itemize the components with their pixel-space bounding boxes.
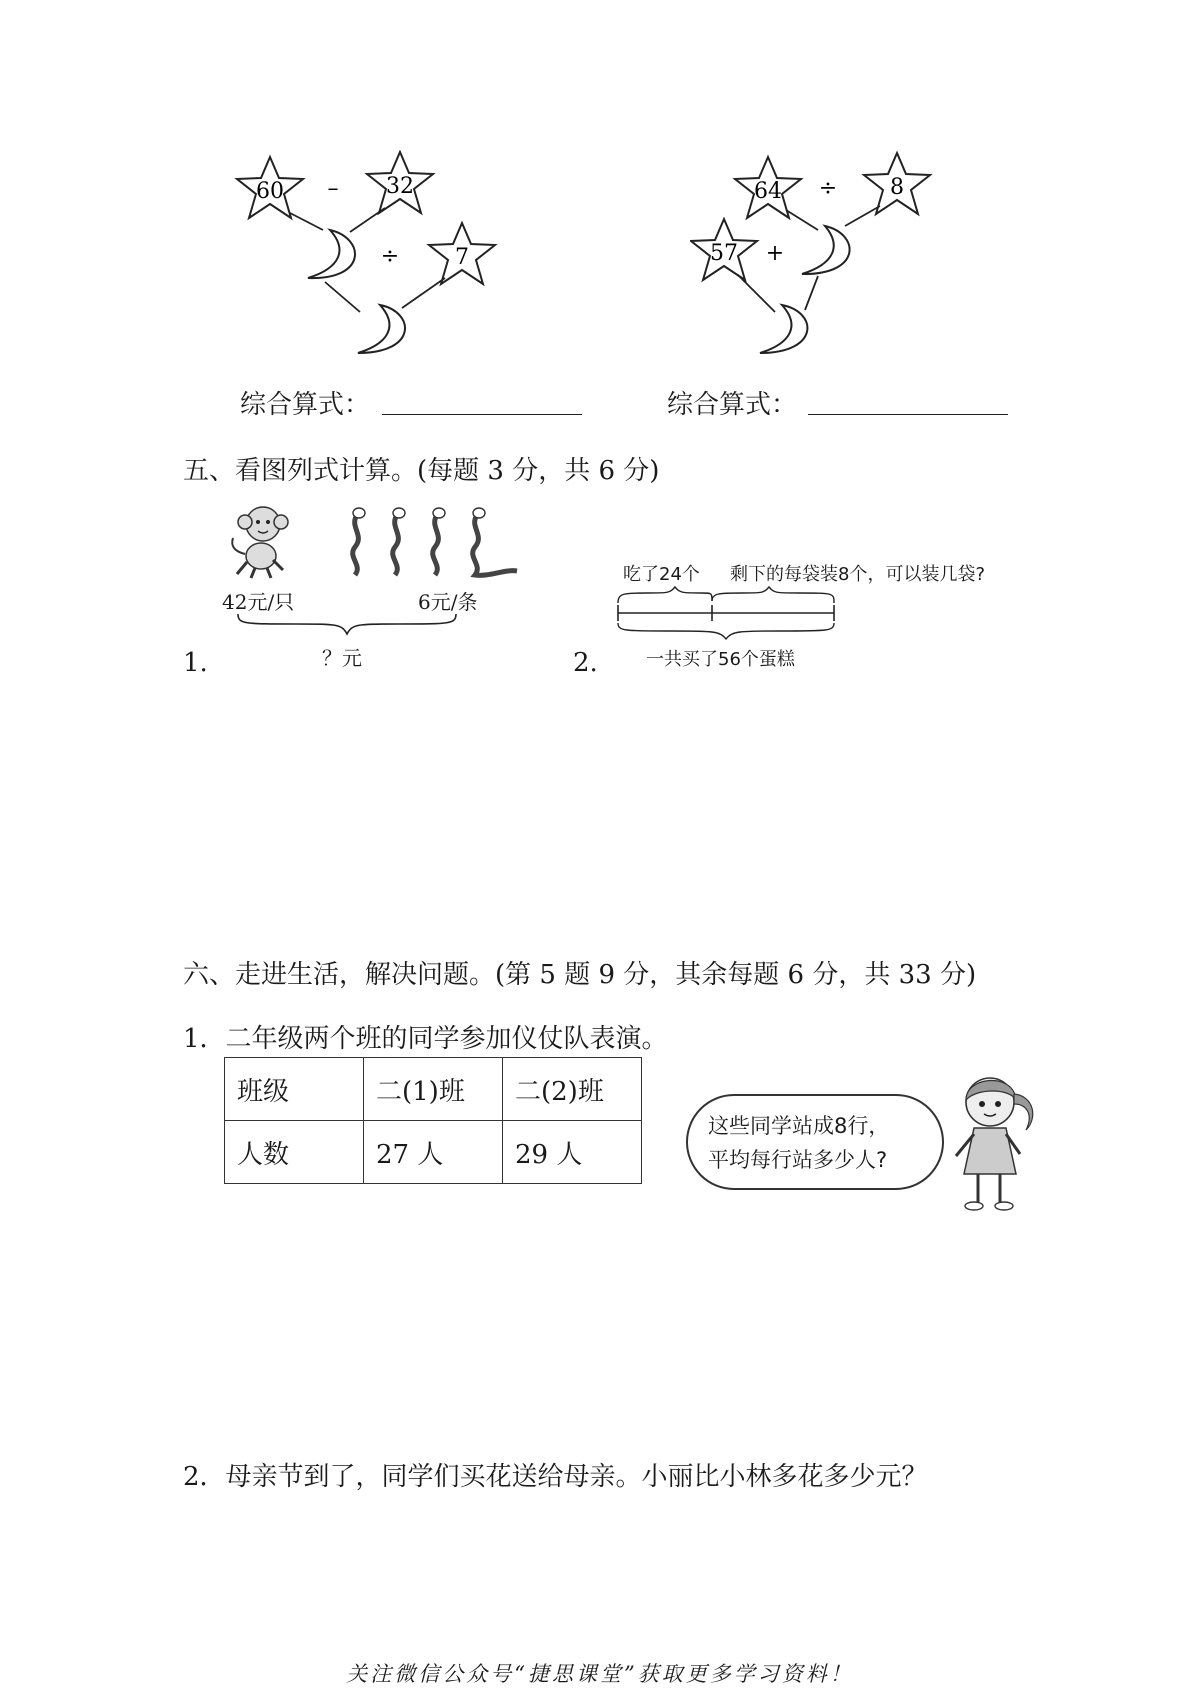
q2-number: 2. (573, 648, 598, 678)
question-2: 2．母亲节到了，同学们买花送给母亲。小丽比小林多花多少元？ (183, 1462, 928, 1492)
star-value: 57 (710, 241, 738, 266)
table-cell: 27 人 (364, 1121, 503, 1184)
class-table (224, 1057, 642, 1184)
formula-label-left: 综合算式： (240, 390, 371, 420)
star-value: 32 (386, 174, 414, 199)
right-calc-diagram (690, 150, 950, 360)
bubble-line: 这些同学站成8行， (708, 1114, 890, 1138)
formula-label-right: 综合算式： (667, 390, 798, 420)
q2-rest: 剩下的每袋装8个，可以装几袋? (730, 564, 986, 585)
q2-eaten: 吃了24个 (623, 564, 700, 585)
footer-note: 关注微信公众号“捷思课堂”获取更多学习资料！ (346, 1662, 854, 1686)
section-6-heading: 六、走进生活，解决问题。(第 5 题 9 分，其余每题 6 分，共 33 分) (183, 960, 977, 990)
monkey-image (225, 502, 295, 580)
moon-icon (760, 305, 807, 353)
table-cell: 29 人 (503, 1121, 642, 1184)
left-calc-diagram (230, 150, 510, 360)
star-value: 64 (754, 179, 782, 204)
snakes-image (345, 505, 520, 585)
q1-total: ？元 (322, 646, 362, 670)
operator: + (765, 241, 785, 266)
operator: ÷ (818, 176, 838, 201)
q2-total: 一共买了56个蛋糕 (646, 649, 795, 670)
cake-bar-diagram (612, 585, 842, 645)
operator: ÷ (380, 244, 400, 269)
table-cell: 班级 (225, 1058, 364, 1121)
star-value: 60 (256, 179, 284, 204)
answer-line-left[interactable] (382, 414, 582, 415)
section-5-heading: 五、看图列式计算。(每题 3 分，共 6 分) (183, 456, 660, 486)
star-value: 7 (455, 245, 469, 270)
monkey-price: 42元/只 (222, 590, 295, 614)
girl-image (950, 1070, 1045, 1220)
answer-line-right[interactable] (808, 414, 1008, 415)
table-row (225, 1058, 642, 1121)
operator: – (327, 176, 339, 201)
table-cell: 二(1)班 (364, 1058, 503, 1121)
snake-price: 6元/条 (418, 590, 478, 614)
q1-number: 1. (183, 648, 208, 678)
moon-icon (802, 226, 850, 274)
table-cell: 人数 (225, 1121, 364, 1184)
table-row (225, 1121, 642, 1184)
star-value: 8 (890, 175, 904, 200)
table-cell: 二(2)班 (503, 1058, 642, 1121)
moon-icon (358, 305, 405, 353)
bubble-line: 平均每行站多少人? (708, 1148, 888, 1172)
question-1: 1．二年级两个班的同学参加仪仗队表演。 (183, 1024, 668, 1054)
brace-q1 (236, 612, 458, 636)
moon-icon (308, 230, 355, 278)
speech-bubble (686, 1094, 944, 1190)
